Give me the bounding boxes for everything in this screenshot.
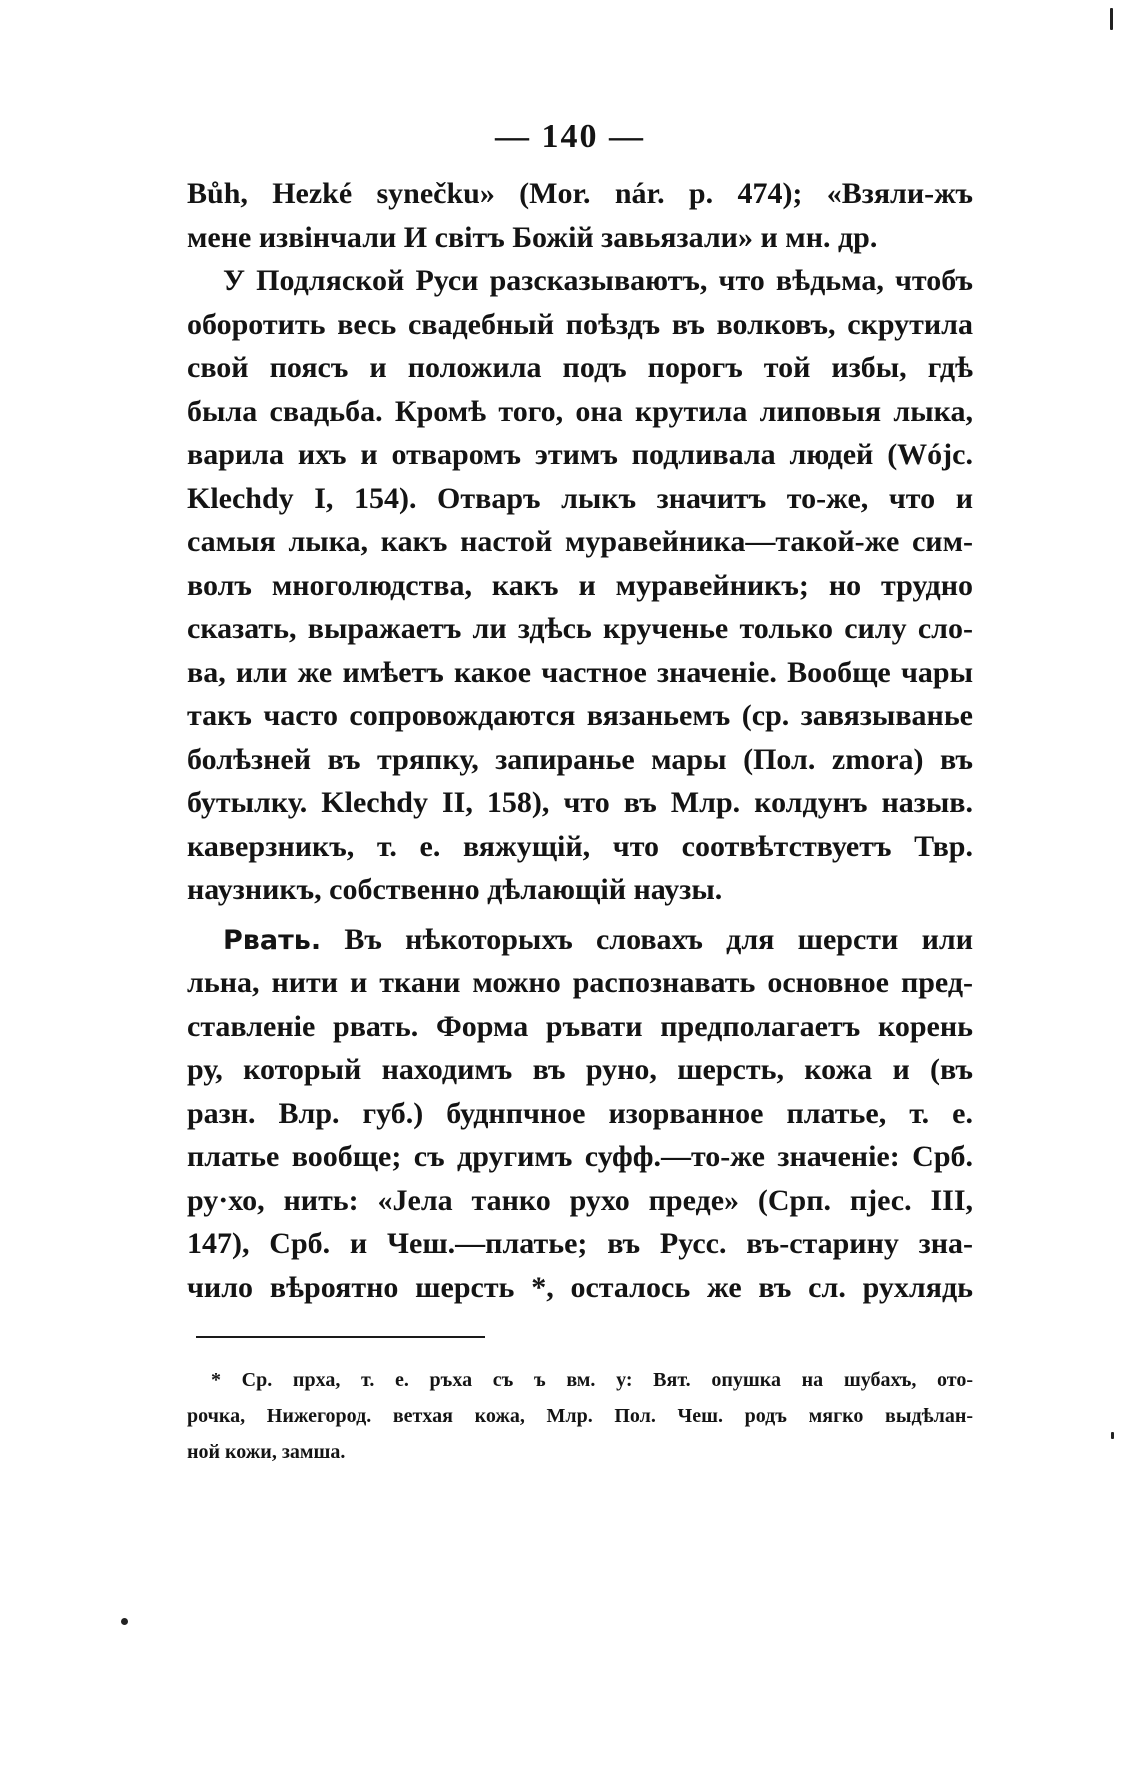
- text-line: наузникъ, собственно дѣлающiй наузы.: [187, 873, 723, 906]
- text-line: была свадьба. Кромѣ того, она крутила липовыя лыка,: [187, 394, 973, 428]
- text-line: У Подляской Руси разсказываютъ, что вѣдьма, чтобъ: [223, 264, 973, 297]
- scan-speck: [1110, 8, 1113, 30]
- text-line: оборотить весь свадебный поѣздъ въ волковъ, скрутила: [187, 307, 973, 341]
- text-line: такъ часто сопровождаются вязаньемъ (ср. завязыванье: [187, 699, 973, 732]
- footnote-line: рочка, Нижегород. ветхая кожа, Млр. Пол. Чеш. родъ мягко выдѣлан-: [187, 1405, 973, 1427]
- main-text: [187, 172, 973, 1309]
- text-line: Klechdy I, 154). Отваръ лыкъ значитъ то-же, что и: [187, 481, 973, 515]
- text-line: свой поясъ и положила подъ порогъ той избы, гдѣ: [187, 351, 973, 384]
- text-line: ру·хо, нить: «Jела танко рухо преде» (Срп. пjес. III,: [187, 1183, 973, 1217]
- text-line: ва, или же имѣетъ какое частное значенie. Вообще чары: [187, 655, 973, 689]
- text-line: мене извiнчали И свiтъ Божiй завьязали» и мн. др.: [187, 220, 878, 254]
- text-line: [187, 918, 973, 962]
- text-line: платье вообще; съ другимъ суфф.—то-же значенie: Срб.: [187, 1140, 973, 1173]
- footnote-rule: [196, 1336, 485, 1338]
- text-line: 147), Срб. и Чеш.—платье; въ Русс. въ-старину зна-: [187, 1227, 973, 1260]
- text-line: варила ихъ и отваромъ этимъ подливала людей (Wójc.: [187, 438, 973, 471]
- text-line: болѣзней въ тряпку, запиранье мары (Пол. zmora) въ: [187, 742, 973, 776]
- text-line: разн. Влр. губ.) буднпчное изорванное платье, т. е.: [187, 1096, 973, 1130]
- text-line: ставленie рвать. Форма ръвати предполагаетъ корень: [187, 1009, 973, 1043]
- text-line: чило вѣроятно шерсть *, осталось же въ сл. рухлядь: [187, 1270, 973, 1304]
- scan-speck: [121, 1618, 128, 1625]
- footnote-line: ной кожи, замша.: [187, 1441, 346, 1463]
- text-line: льна, нити и ткани можно распознавать основное пред-: [187, 966, 973, 999]
- text-line: сказать, выражаетъ ли здѣсь крученье только силу сло-: [187, 612, 973, 645]
- footnote-line: * Ср. прха, т. е. ръха съ ъ вм. у: Вят. опушка на шубахъ, ото-: [211, 1369, 973, 1391]
- scan-speck: [1111, 1432, 1114, 1439]
- entry-headword: Рвать.: [223, 924, 322, 956]
- footnote: [187, 1362, 973, 1470]
- text-line: ру, который находимъ въ руно, шерсть, кожа и (въ: [187, 1053, 973, 1086]
- text-line: волъ многолюдства, какъ и муравейникъ; но трудно: [187, 568, 973, 602]
- text-line: Bůh, Hezké synečku» (Mor. nár. p. 474); «Взяли-жъ: [187, 177, 973, 210]
- text-line: каверзникъ, т. е. вяжущiй, что соотвѣтствуетъ Твр.: [187, 829, 973, 863]
- page-number: — 140 —: [495, 118, 645, 155]
- text-line: самыя лыка, какъ настой муравейника—такой-же сим-: [187, 525, 973, 558]
- text-line: бутылку. Klechdy II, 158), что въ Млр. колдунъ назыв.: [187, 786, 973, 819]
- text-fragment: Въ нѣкоторыхъ словахъ для шерсти или: [344, 922, 973, 956]
